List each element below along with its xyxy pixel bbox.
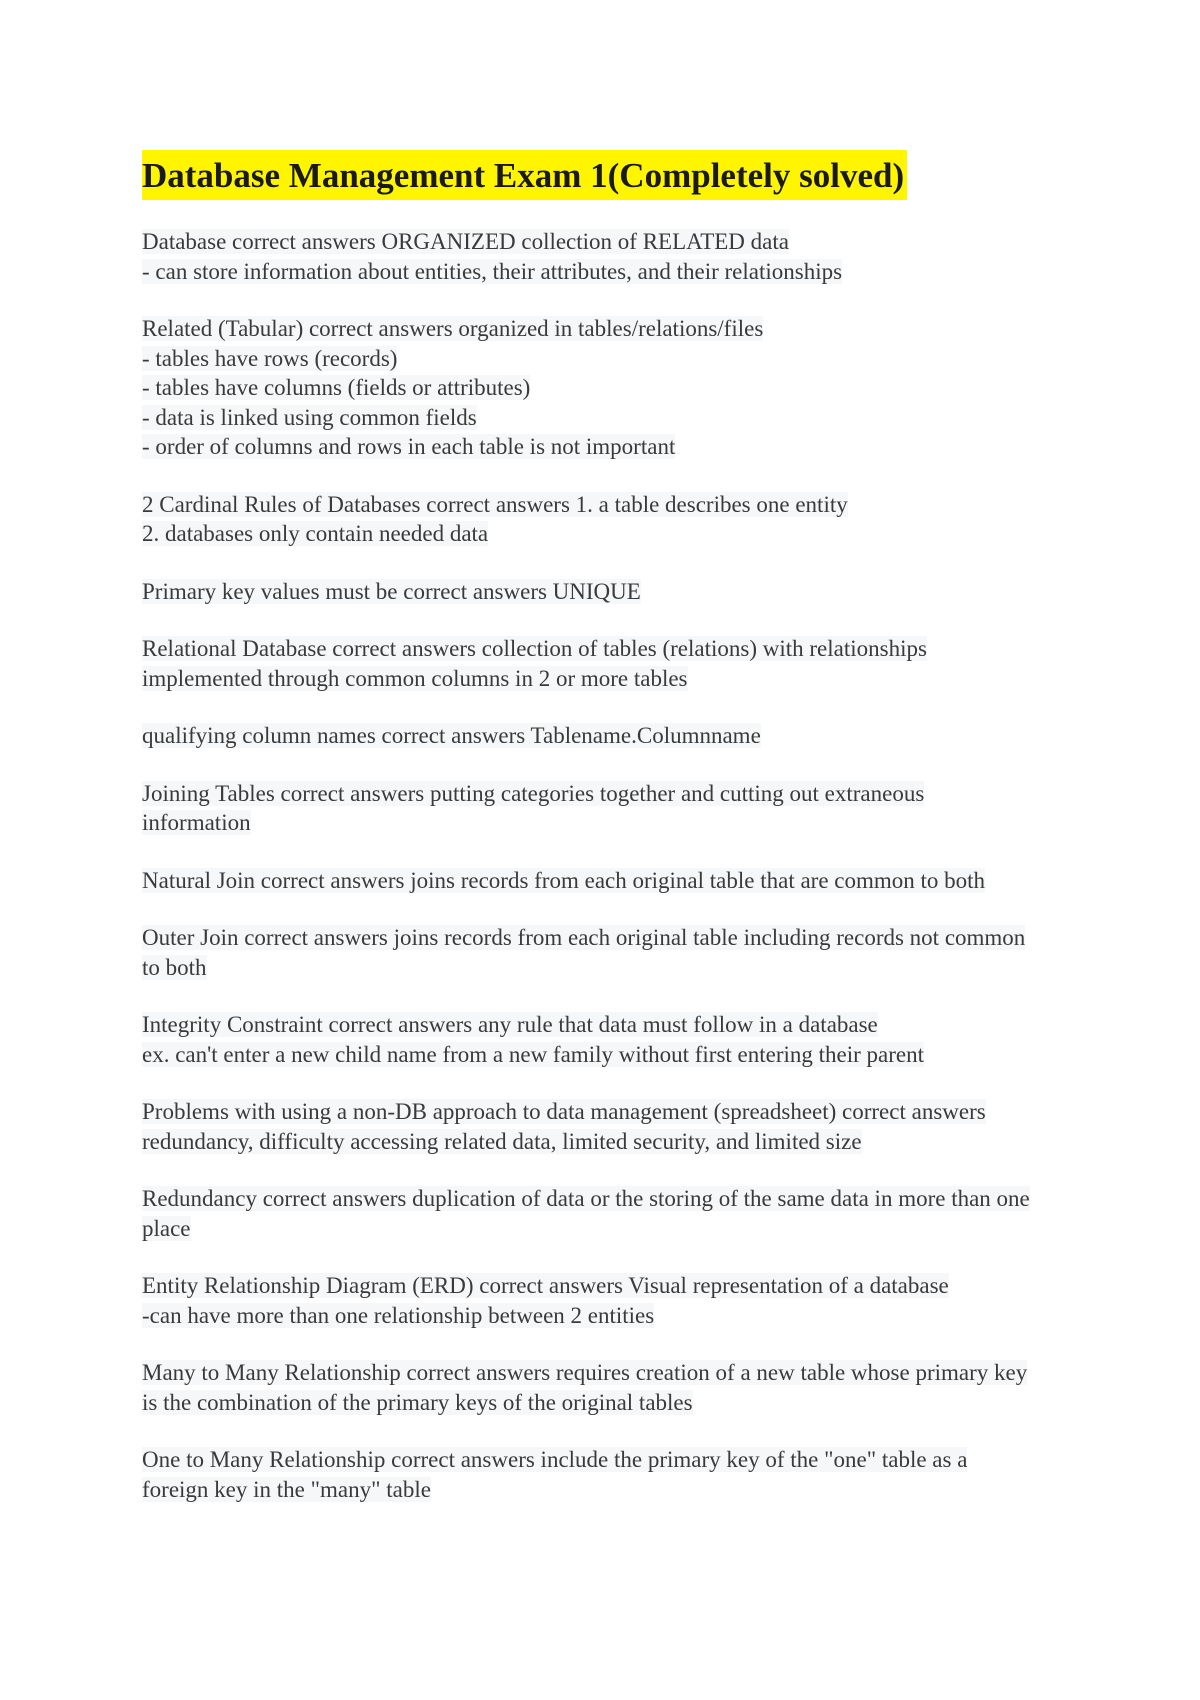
entry-line [142, 1358, 1082, 1388]
entry-line [142, 1010, 1082, 1040]
entry-line-text: is the combination of the primary keys of the original tables [142, 1389, 693, 1415]
entry-line-text: - data is linked using common fields [142, 404, 477, 430]
entry-line-text: Database correct answers ORGANIZED collection of RELATED data [142, 229, 789, 254]
entry-line-text: Natural Join correct answers joins records from each original table that are common to both [142, 867, 986, 893]
entry-list [142, 227, 1082, 1532]
entry-line [142, 1184, 1082, 1214]
entry-line-text: Outer Join correct answers joins records from each original table including records not common [142, 925, 1026, 950]
qa-entry [142, 1358, 1082, 1417]
entry-line-text: Redundancy correct answers duplication of data or the storing of the same data in more than one [142, 1186, 1030, 1211]
entry-line-text: place [142, 1215, 191, 1241]
entry-line-text: - can store information about entities, their attributes, and their relationships [142, 258, 843, 284]
entry-line-text: One to Many Relationship correct answers include the primary key of the "one" table as a [142, 1447, 968, 1472]
entry-line [142, 1475, 1082, 1505]
entry-line-text: Joining Tables correct answers putting categories together and cutting out extraneous [142, 780, 925, 806]
entry-line [142, 1301, 1082, 1331]
entry-line-text: qualifying column names correct answers Tablename.Columnname [142, 723, 761, 748]
entry-line [142, 808, 1082, 838]
entry-line-text: 2 Cardinal Rules of Databases correct answers 1. a table describes one entity [142, 491, 848, 517]
qa-entry [142, 1010, 1082, 1069]
entry-line [142, 634, 1082, 664]
qa-entry [142, 577, 1082, 607]
entry-line [142, 403, 1082, 433]
qa-entry [142, 314, 1082, 462]
qa-entry [142, 490, 1082, 549]
qa-entry [142, 227, 1082, 286]
entry-line [142, 866, 1082, 896]
entry-line [142, 779, 1082, 809]
qa-entry [142, 1445, 1082, 1504]
entry-line [142, 519, 1082, 549]
entry-line [142, 257, 1082, 287]
qa-entry [142, 1184, 1082, 1243]
entry-line [142, 953, 1082, 983]
entry-line [142, 664, 1082, 694]
qa-entry [142, 634, 1082, 693]
entry-line-text: Integrity Constraint correct answers any rule that data must follow in a database [142, 1012, 878, 1037]
entry-line [142, 227, 1082, 257]
entry-line [142, 314, 1082, 344]
entry-line [142, 923, 1082, 953]
entry-line-text: ex. can't enter a new child name from a new family without first entering their parent [142, 1041, 925, 1067]
entry-line-text: implemented through common columns in 2 or more tables [142, 665, 688, 691]
entry-line-text: redundancy, difficulty accessing related data, limited security, and limited size [142, 1128, 862, 1154]
entry-line-text: Primary key values must be correct answers UNIQUE [142, 578, 641, 604]
qa-entry [142, 1271, 1082, 1330]
qa-entry [142, 1097, 1082, 1156]
entry-line [142, 373, 1082, 403]
entry-line-text: Entity Relationship Diagram (ERD) correct answers Visual representation of a database [142, 1273, 949, 1298]
entry-line-text: 2. databases only contain needed data [142, 521, 489, 546]
entry-line [142, 432, 1082, 462]
title-wrapper [142, 150, 907, 200]
entry-line [142, 1097, 1082, 1127]
entry-line [142, 1214, 1082, 1244]
entry-line [142, 344, 1082, 374]
qa-entry [142, 779, 1082, 838]
entry-line-text: to both [142, 954, 207, 980]
entry-line-text: -can have more than one relationship between 2 entities [142, 1302, 655, 1328]
entry-line [142, 1127, 1082, 1157]
entry-line [142, 1388, 1082, 1418]
entry-line-text: Problems with using a non-DB approach to data management (spreadsheet) correct answers [142, 1099, 986, 1124]
entry-line-text: foreign key in the "many" table [142, 1476, 431, 1502]
document-title: Database Management Exam 1(Completely solved) [142, 150, 907, 200]
entry-line-text: - tables have rows (records) [142, 345, 398, 371]
entry-line-text: information [142, 810, 251, 835]
qa-entry [142, 721, 1082, 751]
entry-line-text: Relational Database correct answers collection of tables (relations) with relationships [142, 636, 927, 661]
entry-line-text: Related (Tabular) correct answers organized in tables/relations/files [142, 316, 764, 341]
entry-line [142, 1271, 1082, 1301]
entry-line-text: - tables have columns (fields or attributes) [142, 375, 531, 400]
entry-line-text: - order of columns and rows in each table is not important [142, 434, 676, 459]
entry-line [142, 1445, 1082, 1475]
entry-line-text: Many to Many Relationship correct answers requires creation of a new table whose primary key [142, 1360, 1028, 1385]
entry-line [142, 1040, 1082, 1070]
entry-line [142, 721, 1082, 751]
qa-entry [142, 866, 1082, 896]
qa-entry [142, 923, 1082, 982]
entry-line [142, 577, 1082, 607]
entry-line [142, 490, 1082, 520]
